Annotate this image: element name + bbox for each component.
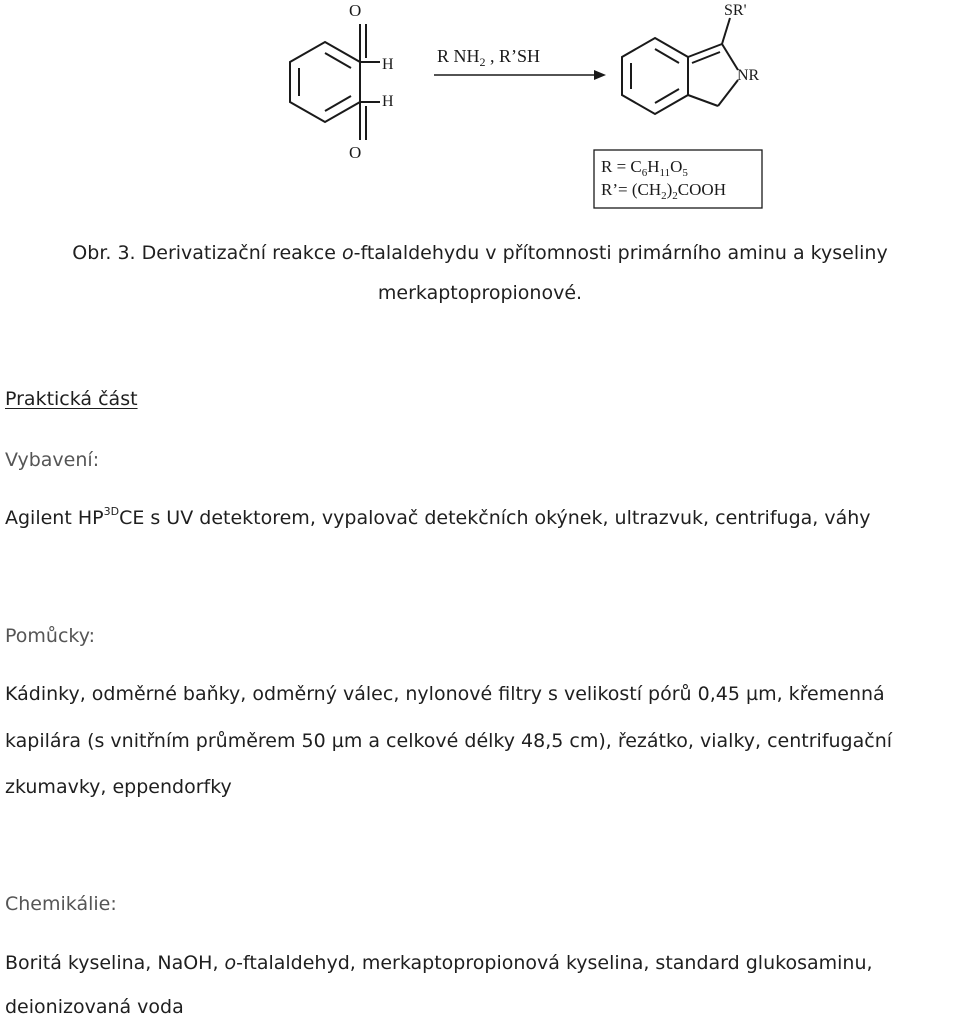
reagents-label: R $NH_2$ , R’SH	[437, 46, 541, 69]
tools-line-2: kapilára (s vnitřním průměrem 50 µm a celkové délky 48,5 cm), řezátko, vialky, centrifugační	[5, 730, 893, 752]
hydrogen-bottom-label: H	[382, 93, 394, 110]
oxygen-top-label: O	[349, 1, 362, 20]
nr-label: NR	[737, 67, 760, 84]
sr-prime-label: SR'	[724, 2, 747, 19]
chemicals-label: Chemikálie:	[5, 893, 117, 915]
figure-caption-line-2: merkaptopropionové.	[377, 282, 583, 304]
legend-r-prime-definition: R’= $(CH_2)_2COOH$	[601, 180, 726, 202]
tools-label: Pomůcky:	[5, 625, 95, 647]
reaction-arrow	[434, 70, 606, 80]
tools-line-1: Kádinky, odměrné baňky, odměrný válec, nylonové filtry s velikostí pórů 0,45 µm, křemenná	[5, 683, 885, 705]
chemicals-line-1: Boritá kyselina, NaOH, o-ftalaldehyd, merkaptopropionová kyselina, standard glukosaminu,	[5, 952, 873, 974]
reaction-scheme	[0, 0, 960, 220]
section-title: Praktická část	[5, 388, 138, 410]
chemicals-line-2: deionizovaná voda	[5, 996, 184, 1018]
legend-r-definition: $R = C_6H_{11}O_5$	[601, 157, 688, 179]
figure-caption-line-1: Obr. 3. Derivatizační reakce o-ftalaldehydu v přítomnosti primárního aminu a kyseliny	[72, 242, 888, 264]
isoindole-structure	[622, 18, 738, 114]
equipment-label: Vybavení:	[5, 449, 100, 471]
o-phthalaldehyde-structure	[290, 24, 380, 140]
equipment-text: Agilent $HP^{3D}CE$ s UV detektorem, vypalovač detekčních okýnek, ultrazvuk, centrifuga, váhy	[5, 505, 871, 529]
hydrogen-top-label: H	[382, 56, 394, 73]
tools-line-3: zkumavky, eppendorfky	[5, 776, 232, 798]
oxygen-bottom-label: O	[349, 143, 362, 162]
